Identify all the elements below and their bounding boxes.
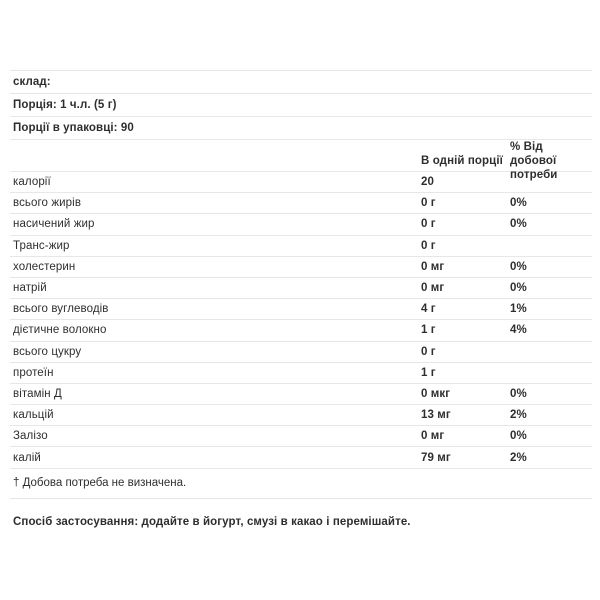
dv-value: 2% bbox=[510, 451, 527, 464]
table-row bbox=[10, 425, 592, 446]
table-row bbox=[10, 171, 592, 192]
amount-value: 4 г bbox=[421, 303, 436, 316]
dv-value: 0% bbox=[510, 260, 527, 273]
table-row bbox=[10, 362, 592, 383]
amount-value: 0 мг bbox=[421, 430, 445, 443]
nutrient-label: калорії bbox=[13, 176, 51, 189]
amount-value: 79 мг bbox=[421, 451, 451, 464]
amount-value: 0 г bbox=[421, 197, 436, 210]
nutrient-label: калій bbox=[13, 451, 41, 464]
amount-value: 20 bbox=[421, 176, 434, 189]
table-header-row bbox=[10, 139, 592, 181]
table-row bbox=[10, 213, 592, 234]
table-row bbox=[10, 319, 592, 340]
dv-value: 0% bbox=[510, 282, 527, 295]
header-amount-per-serving: В одній порції bbox=[421, 155, 503, 167]
nutrient-label: холестерин bbox=[13, 260, 76, 273]
dv-value: 2% bbox=[510, 409, 527, 422]
dv-value: 0% bbox=[510, 218, 527, 231]
dv-value: 1% bbox=[510, 303, 527, 316]
nutrient-label: кальцій bbox=[13, 409, 54, 422]
dv-value: 0% bbox=[510, 430, 527, 443]
amount-value: 13 мг bbox=[421, 409, 451, 422]
table-row bbox=[10, 446, 592, 467]
nutrient-label: всього вуглеводів bbox=[13, 303, 109, 316]
nutrient-label: вітамін Д bbox=[13, 387, 62, 400]
amount-value: 0 мг bbox=[421, 282, 445, 295]
table-row bbox=[10, 277, 592, 298]
table-row bbox=[10, 256, 592, 277]
nutrient-label: Транс-жир bbox=[13, 239, 70, 252]
table-row bbox=[10, 341, 592, 362]
servings-per-container-row bbox=[10, 116, 592, 139]
table-row bbox=[10, 383, 592, 404]
dv-value: 0% bbox=[510, 197, 527, 210]
composition-row bbox=[10, 70, 592, 93]
supplement-facts-table bbox=[10, 70, 592, 499]
dv-value: 4% bbox=[510, 324, 527, 337]
amount-value: 1 г bbox=[421, 324, 436, 337]
amount-value: 0 г bbox=[421, 239, 436, 252]
dv-value: 0% bbox=[510, 387, 527, 400]
amount-value: 0 мкг bbox=[421, 387, 451, 400]
nutrient-label: всього цукру bbox=[13, 345, 82, 358]
serving-size-row bbox=[10, 93, 592, 116]
nutrient-label: насичений жир bbox=[13, 218, 95, 231]
amount-value: 1 г bbox=[421, 366, 436, 379]
nutrient-label: всього жирів bbox=[13, 197, 82, 210]
nutrition-rows bbox=[10, 171, 592, 468]
nutrient-label: дієтичне волокно bbox=[13, 324, 107, 337]
table-row bbox=[10, 298, 592, 319]
table-row bbox=[10, 192, 592, 213]
servings-per-container-label: Порції в упаковці: 90 bbox=[13, 122, 134, 134]
table-row bbox=[10, 404, 592, 425]
amount-value: 0 г bbox=[421, 345, 436, 358]
amount-value: 0 г bbox=[421, 218, 436, 231]
serving-size-label: Порція: 1 ч.л. (5 г) bbox=[13, 99, 117, 111]
amount-value: 0 мг bbox=[421, 260, 445, 273]
usage-instructions: Спосіб застосування: додайте в йогурт, смузі в какао і перемішайте. bbox=[13, 515, 411, 528]
nutrient-label: натрій bbox=[13, 282, 47, 295]
nutrient-label: протеїн bbox=[13, 366, 54, 379]
table-row bbox=[10, 235, 592, 256]
header-percent-daily-value: % Від добової потреби bbox=[510, 141, 558, 181]
footnote-row bbox=[10, 468, 592, 499]
nutrient-label: Залізо bbox=[13, 430, 48, 443]
footnote-text: † Добова потреба не визначена. bbox=[13, 477, 187, 490]
composition-label: склад: bbox=[13, 76, 51, 88]
